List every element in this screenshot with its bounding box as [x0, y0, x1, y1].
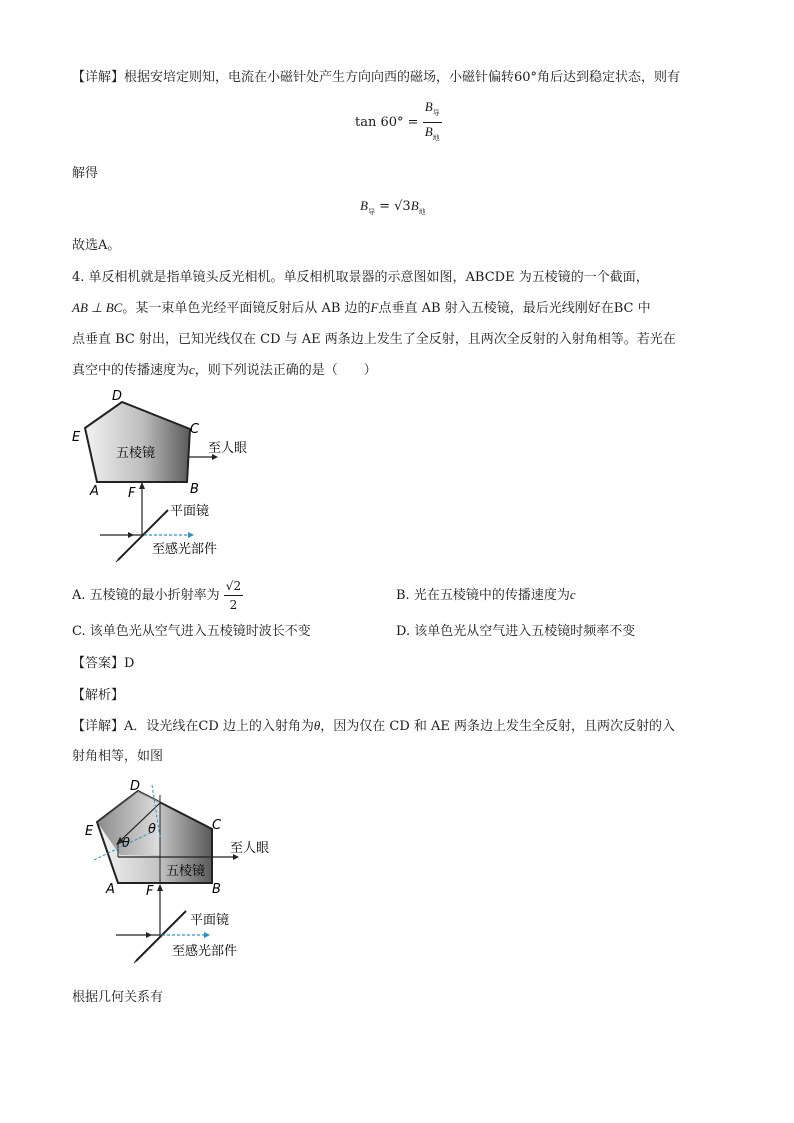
option-c: C. 该单色光从空气进入五棱镜时波长不变	[72, 624, 311, 639]
figure-pentaprism-1	[60, 385, 260, 570]
b-symbol: B	[424, 99, 433, 114]
option-d: D. 该单色光从空气进入五棱镜时频率不变	[396, 624, 636, 639]
label-d: D	[130, 779, 141, 794]
mirror-label: 平面镜	[190, 913, 230, 928]
label-d: D	[112, 389, 123, 404]
question-4-line-4	[72, 359, 377, 378]
theta-symbol: θ	[313, 718, 321, 733]
arrow-icon	[204, 932, 210, 938]
sqrt3: √3	[394, 199, 411, 214]
b-subscript: 导	[367, 208, 375, 216]
perpendicular-expr: AB ⊥ BC	[72, 300, 123, 315]
text-segment: ，因为仅在 CD 和 AE 两条边上发生全反射，且两次反射的入	[320, 719, 676, 734]
b-subscript: 地	[432, 134, 440, 142]
speed-c: c	[189, 362, 195, 377]
detail-tag: 【详解】	[72, 70, 125, 85]
sensor-label: 至感光部件	[172, 944, 238, 959]
figure-pentaprism-2	[80, 775, 290, 970]
detail-line-2: 射角相等，如图	[72, 749, 164, 764]
arrow-icon	[139, 482, 145, 489]
text-jiede: 解得	[72, 166, 99, 181]
text-last: 根据几何关系有	[72, 990, 164, 1005]
question-4-line-1: 4. 单反相机就是指单镜头反光相机。单反相机取景器的示意图如图，ABCDE 为五棱镜的一个截面，	[72, 270, 649, 285]
option-a	[72, 577, 243, 614]
equation-fraction	[423, 98, 442, 147]
arrow-icon	[157, 884, 163, 891]
option-b-text: B. 光在五棱镜中的传播速度为	[396, 588, 570, 603]
label-e: E	[72, 430, 81, 445]
label-e: E	[85, 824, 94, 839]
eye-label: 至人眼	[230, 841, 270, 856]
fraction-denominator: 2	[229, 598, 238, 612]
detail-text: 根据安培定则知，电流在小磁针处产生方向向西的磁场，小磁针偏转60°角后达到稳定状态，则有	[124, 70, 681, 85]
equals-sign: =	[374, 199, 395, 214]
label-a: A	[90, 484, 99, 499]
theta-label-2: θ	[122, 836, 130, 851]
label-b: B	[190, 482, 199, 497]
analysis-heading: 【解析】	[72, 688, 125, 703]
sensor-label: 至感光部件	[152, 542, 218, 557]
option-a-text: A. 五棱镜的最小折射率为	[72, 588, 220, 603]
mirror-label: 平面镜	[170, 504, 210, 519]
answer-line: 【答案】D	[72, 656, 135, 671]
equation-result	[360, 198, 426, 217]
b-symbol: B	[360, 198, 368, 213]
speed-c: c	[569, 587, 576, 602]
detail-line-1	[72, 715, 675, 734]
theta-label-1: θ	[148, 822, 156, 837]
b-symbol: B	[424, 124, 433, 139]
arrow-icon	[128, 532, 134, 538]
text-guxuan: 故选A。	[72, 238, 121, 253]
arrow-icon	[146, 932, 152, 938]
prism-label: 五棱镜	[166, 864, 206, 879]
text-segment: ，则下列说法正确的是（ ）	[194, 363, 377, 378]
text-segment: 点垂直 AB 射入五棱镜，最后光线刚好在BC 中	[378, 301, 651, 316]
prism-label: 五棱镜	[116, 446, 156, 461]
question-4-line-3: 点垂直 BC 射出，已知光线仅在 CD 与 AE 两条边上发生了全反射，且两次全反射的入射角相等。若光在	[72, 332, 676, 347]
b-subscript: 地	[418, 208, 426, 216]
arrow-icon	[188, 532, 194, 538]
label-b: B	[212, 882, 221, 897]
label-f: F	[146, 884, 154, 899]
fraction-numerator: √2	[224, 577, 243, 596]
option-b	[396, 584, 576, 603]
question-4-line-2	[72, 297, 651, 316]
label-f: F	[128, 486, 136, 501]
label-c: C	[212, 818, 222, 833]
equation-tan60	[355, 98, 442, 147]
label-c: C	[190, 422, 200, 437]
b-subscript: 导	[432, 109, 440, 117]
equation-lhs: tan 60° =	[355, 115, 419, 130]
label-a: A	[106, 882, 115, 897]
text-segment: 【详解】A．设光线在CD 边上的入射角为	[72, 719, 314, 734]
text-segment: 真空中的传播速度为	[72, 363, 190, 378]
point-f: F	[370, 300, 379, 315]
detail-paragraph-1	[72, 66, 680, 85]
pentaprism-shape	[85, 402, 190, 482]
option-a-fraction	[224, 577, 243, 614]
eye-label: 至人眼	[208, 441, 248, 456]
b-symbol: B	[410, 198, 419, 213]
text-segment: 。某一束单色光经平面镜反射后从 AB 边的	[122, 301, 371, 316]
